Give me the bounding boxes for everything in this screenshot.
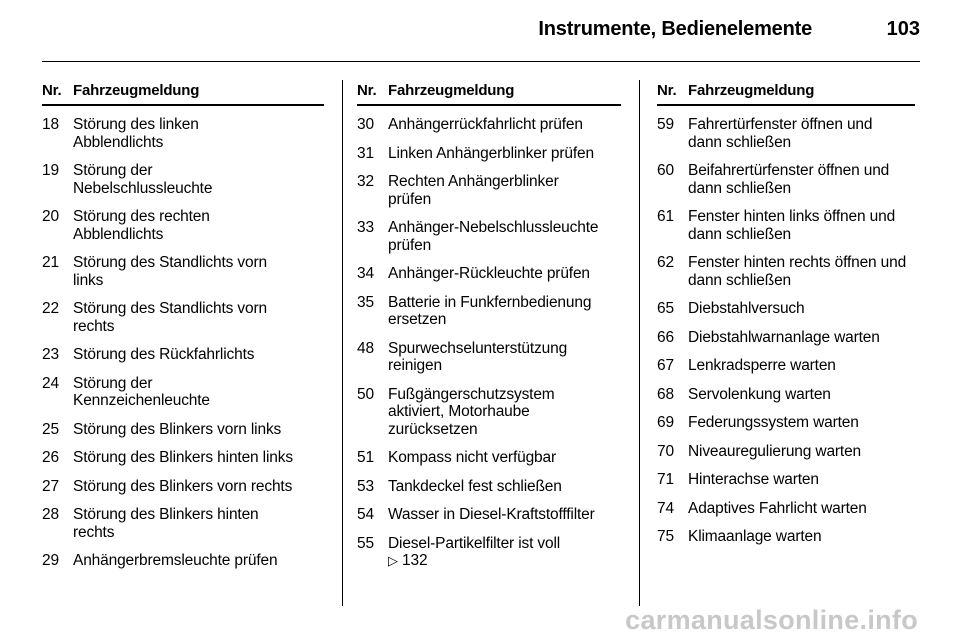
table-row	[357, 340, 621, 375]
message-line: Hinterachse warten	[688, 471, 819, 488]
table-row	[657, 329, 915, 347]
table-row	[657, 500, 915, 518]
message-text	[388, 116, 621, 134]
message-line: Fenster hinten rechts öffnen und	[688, 254, 907, 271]
message-line: Kompass nicht verfügbar	[388, 449, 556, 466]
message-line: Diesel-Partikelfilter ist voll	[388, 534, 561, 552]
message-line: Störung des Blinkers vorn rechts	[73, 477, 293, 495]
message-line: Adaptives Fahrlicht warten	[688, 499, 867, 517]
message-number: 71	[657, 471, 674, 488]
message-line: reinigen	[388, 357, 442, 374]
message-number: 19	[42, 162, 59, 179]
message-text	[688, 329, 915, 347]
message-line: Diebstahlwarnanlage warten	[688, 328, 880, 346]
message-number: 61	[657, 208, 674, 225]
message-number: 65	[657, 300, 674, 317]
message-line: Niveauregulierung warten	[688, 442, 862, 460]
table-row	[657, 528, 915, 546]
message-line: Störung des Blinkers hinten	[73, 506, 259, 523]
table-row	[657, 254, 915, 289]
message-text	[388, 145, 621, 163]
message-text	[688, 162, 915, 197]
table-header	[657, 82, 915, 106]
message-line: Störung des Standlichts vorn	[73, 254, 267, 271]
message-number: 74	[657, 499, 674, 517]
message-line: dann schließen	[688, 225, 792, 243]
message-text	[73, 421, 324, 439]
reference-arrow-icon: ▷	[388, 553, 398, 568]
message-table-column-1	[42, 82, 324, 581]
message-number: 66	[657, 328, 674, 346]
table-row	[42, 162, 324, 197]
table-row	[657, 300, 915, 318]
reference-page: 132	[402, 552, 428, 569]
table-row	[657, 386, 915, 404]
message-line: rechts	[73, 317, 115, 335]
message-number: 53	[357, 477, 374, 495]
message-text	[388, 294, 621, 329]
table-row	[42, 254, 324, 289]
table-row	[657, 162, 915, 197]
message-number: 75	[657, 528, 674, 545]
message-number: 69	[657, 414, 674, 431]
table-row	[42, 552, 324, 570]
table-row	[357, 265, 621, 283]
watermark: carmanualsonline.info	[625, 605, 918, 635]
message-number: 48	[357, 339, 374, 357]
message-text	[73, 208, 324, 243]
table-rows	[42, 116, 324, 570]
message-number: 20	[42, 208, 59, 225]
message-text	[688, 386, 915, 404]
message-text	[388, 449, 621, 467]
message-line: Rechten Anhängerblinker	[388, 173, 559, 190]
message-line: Fenster hinten links öffnen und	[688, 208, 896, 225]
table-row	[357, 145, 621, 163]
page-reference[interactable]	[388, 552, 621, 570]
table-row	[42, 478, 324, 496]
message-number: 28	[42, 506, 59, 523]
message-number: 29	[42, 552, 59, 569]
page-title: Instrumente, Bedienelemente	[538, 18, 812, 40]
message-text	[388, 478, 621, 496]
message-number: 21	[42, 254, 59, 271]
table-row	[357, 478, 621, 496]
message-line: prüfen	[388, 236, 432, 254]
message-text	[688, 443, 915, 461]
message-text	[688, 208, 915, 243]
page-number: 103	[886, 18, 920, 40]
table-row	[42, 375, 324, 410]
message-line: Lenkradsperre warten	[688, 357, 836, 374]
message-text	[388, 535, 621, 570]
header-nr: Nr.	[657, 82, 677, 99]
message-text	[688, 471, 915, 489]
message-line: Kennzeichenleuchte	[73, 392, 210, 409]
message-number: 23	[42, 346, 59, 363]
table-row	[42, 421, 324, 439]
message-line: prüfen	[388, 190, 432, 208]
message-line: Diebstahlversuch	[688, 300, 805, 317]
table-row	[357, 386, 621, 439]
message-line: Abblendlichts	[73, 225, 164, 243]
message-line: Störung der	[73, 374, 153, 392]
message-text	[73, 116, 324, 151]
message-line: dann schließen	[688, 271, 792, 289]
message-text	[73, 552, 324, 570]
message-text	[73, 449, 324, 467]
message-number: 55	[357, 534, 374, 552]
message-line: Anhänger-Rückleuchte prüfen	[388, 265, 590, 282]
message-line: Nebelschlussleuchte	[73, 179, 213, 197]
table-row	[42, 506, 324, 541]
message-line: Servolenkung warten	[688, 385, 831, 403]
message-line: Störung des Standlichts vorn	[73, 300, 267, 317]
message-line: dann schließen	[688, 133, 792, 151]
message-number: 67	[657, 357, 674, 374]
message-line: zurücksetzen	[388, 420, 478, 438]
message-number: 35	[357, 293, 374, 311]
table-row	[42, 449, 324, 467]
table-header	[357, 82, 621, 106]
header-message: Fahrzeugmeldung	[73, 82, 200, 99]
message-number: 51	[357, 449, 374, 466]
table-row	[657, 414, 915, 432]
table-row	[357, 449, 621, 467]
message-number: 70	[657, 442, 674, 460]
message-line: aktiviert, Motorhaube	[388, 403, 530, 420]
message-number: 68	[657, 385, 674, 403]
message-text	[688, 500, 915, 518]
message-number: 62	[657, 254, 674, 271]
message-text	[688, 300, 915, 318]
message-line: Federungssystem warten	[688, 414, 859, 431]
message-line: Störung des linken	[73, 116, 199, 133]
message-number: 18	[42, 116, 59, 133]
message-line: Spurwechselunterstützung	[388, 339, 568, 357]
message-number: 31	[357, 144, 374, 162]
table-row	[357, 294, 621, 329]
message-text	[73, 346, 324, 364]
column-divider	[342, 80, 343, 606]
header-nr: Nr.	[357, 82, 377, 99]
message-line: Batterie in Funkfernbedienung	[388, 293, 592, 311]
message-line: rechts	[73, 523, 115, 541]
message-line: Abblendlichts	[73, 133, 164, 151]
message-line: Klimaanlage warten	[688, 528, 822, 545]
table-row	[357, 219, 621, 254]
header-nr: Nr.	[42, 82, 62, 99]
message-number: 30	[357, 116, 374, 133]
message-line: Fahrertürfenster öffnen und	[688, 116, 873, 133]
message-line: Wasser in Diesel-Kraftstofffilter	[388, 506, 595, 523]
table-row	[357, 116, 621, 134]
message-table-column-3	[657, 82, 915, 557]
message-text	[388, 340, 621, 375]
message-line: dann schließen	[688, 179, 792, 197]
table-rows	[657, 116, 915, 546]
table-rows	[357, 116, 621, 570]
message-line: Störung des Blinkers vorn links	[73, 420, 282, 438]
message-number: 26	[42, 449, 59, 466]
header-message: Fahrzeugmeldung	[688, 82, 815, 99]
message-line: Fußgängerschutzsystem	[388, 385, 555, 403]
message-line: Störung des rechten	[73, 208, 210, 225]
message-text	[388, 506, 621, 524]
message-text	[688, 414, 915, 432]
message-line: Tankdeckel fest schließen	[388, 477, 562, 495]
message-line: Anhänger-Nebelschlussleuchte	[388, 219, 599, 236]
message-text	[688, 528, 915, 546]
message-text	[73, 478, 324, 496]
table-row	[357, 506, 621, 524]
message-text	[688, 116, 915, 151]
message-line: Beifahrertürfenster öffnen und	[688, 162, 890, 179]
message-number: 25	[42, 420, 59, 438]
message-line: Linken Anhängerblinker prüfen	[388, 144, 594, 162]
message-number: 50	[357, 385, 374, 403]
message-number: 34	[357, 265, 374, 282]
table-row	[42, 208, 324, 243]
table-row	[42, 300, 324, 335]
table-row	[657, 116, 915, 151]
header-message: Fahrzeugmeldung	[388, 82, 515, 99]
message-line: Störung des Blinkers hinten links	[73, 449, 293, 466]
message-text	[388, 173, 621, 208]
message-text	[388, 265, 621, 283]
message-number: 27	[42, 477, 59, 495]
table-row	[657, 208, 915, 243]
message-text	[688, 254, 915, 289]
message-number: 22	[42, 300, 59, 317]
message-number: 59	[657, 116, 674, 133]
table-row	[657, 443, 915, 461]
message-number: 54	[357, 506, 374, 523]
message-table-column-2	[357, 82, 621, 581]
table-row	[657, 471, 915, 489]
message-line: Anhängerbremsleuchte prüfen	[73, 552, 278, 569]
message-number: 32	[357, 173, 374, 190]
message-number: 60	[657, 162, 674, 179]
message-line: Anhängerrückfahrlicht prüfen	[388, 116, 583, 133]
table-row	[42, 346, 324, 364]
message-text	[73, 162, 324, 197]
message-number: 24	[42, 374, 59, 392]
table-row	[657, 357, 915, 375]
message-line: links	[73, 271, 104, 289]
column-divider	[639, 80, 640, 606]
message-text	[73, 300, 324, 335]
message-line: Störung der	[73, 162, 153, 179]
table-row	[357, 535, 621, 570]
message-text	[73, 254, 324, 289]
message-text	[388, 386, 621, 439]
table-header	[42, 82, 324, 106]
message-text	[388, 219, 621, 254]
header-divider	[42, 61, 920, 62]
message-text	[73, 506, 324, 541]
table-row	[42, 116, 324, 151]
message-text	[688, 357, 915, 375]
message-text	[73, 375, 324, 410]
message-line: ersetzen	[388, 311, 447, 328]
table-row	[357, 173, 621, 208]
message-number: 33	[357, 219, 374, 236]
message-line: Störung des Rückfahrlichts	[73, 346, 255, 363]
